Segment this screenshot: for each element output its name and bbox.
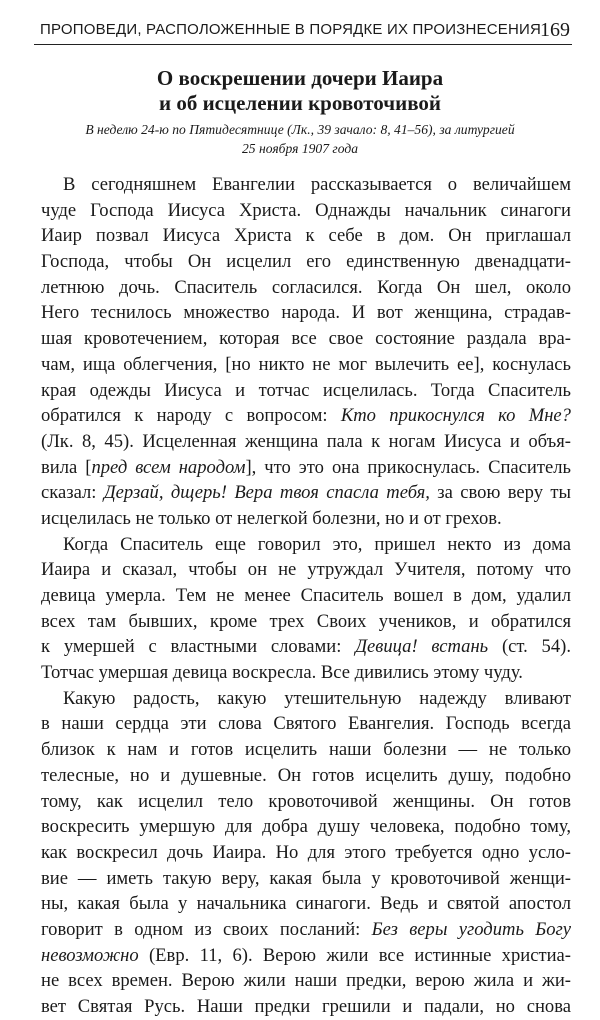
body-line (41, 789, 571, 815)
body-line (41, 609, 571, 635)
sermon-subtitle-line-1: В неделю 24-ю по Пятидесятнице (Лк., 39 зачало: 8, 41–56), за литургией (85, 122, 515, 137)
text-segment: исцелилась не только от нелегкой болезни, но и от грехов. (41, 507, 502, 529)
body-line (41, 532, 571, 558)
running-header (34, 20, 572, 45)
text-segment: за свою веру ты (429, 482, 571, 504)
body-line (41, 300, 571, 326)
running-title: ПРОПОВЕДИ, РАСПОЛОЖЕННЫЕ В ПОРЯДКЕ ИХ ПРОИЗНЕСЕНИЯ (40, 21, 542, 38)
italic-quote: невозможно (41, 944, 139, 966)
body-line (41, 352, 571, 378)
body-line (41, 737, 571, 763)
body-line (41, 403, 571, 429)
body-line (41, 583, 571, 609)
body-line (41, 506, 571, 532)
body-line (41, 917, 571, 943)
text-segment: Иаир позвал Иисуса Христа к себе в дом. Он приглашал (41, 225, 571, 247)
text-segment: (Лк. 8, 45). Исцеленная женщина пала к ногам Иисуса и объя- (41, 430, 571, 452)
text-segment: шая кровотечением, которая все свое состояние раздала вра- (41, 328, 571, 350)
text-segment: говорит в одном из своих посланий: (41, 918, 372, 940)
sermon-title-line-2: и об исцелении кровоточивой (158, 91, 441, 115)
text-segment: Него теснилось множество народа. И вот женщина, страдав- (41, 302, 571, 324)
body-line (41, 943, 571, 969)
body-line (41, 891, 571, 917)
text-segment: (ст. 54). (488, 636, 571, 658)
text-segment: воскресить умершую для добра душу человека, подобно тому, (41, 816, 571, 838)
text-segment: летнюю дочь. Спаситель согласился. Когда Он шел, около (41, 276, 571, 298)
text-segment: к умершей с властными словами: (41, 636, 356, 658)
body-line (41, 275, 571, 301)
body-line (41, 866, 571, 892)
text-segment: не всех времен. Верою жили наши предки, верою жила и жи- (41, 970, 571, 992)
italic-quote: пред всем народом (91, 456, 246, 478)
sermon-title-line-1: О воскрешении дочери Иаира (156, 66, 444, 90)
text-segment: (Евр. 11, 6). Верою жили все истинные христиа- (138, 944, 571, 966)
sermon-subtitle (30, 120, 570, 158)
text-segment: края одежды Иисуса и тотчас исцелилась. Тогда Спаситель (41, 379, 571, 401)
text-segment: чуде Господа Иисуса Христа. Однажды начальник синагоги (41, 199, 571, 221)
body-line (41, 814, 571, 840)
text-segment: как воскресил дочь Иаира. Но для этого требуется одно усло- (41, 841, 571, 863)
text-segment: всех там бывших, кроме трех Своих учеников, и обратился (41, 610, 571, 632)
text-segment: телесные, но и душевные. Он готов исцелить душу, подобно (41, 764, 571, 786)
text-segment: вила [ (41, 456, 92, 478)
italic-quote: Дерзай, дщерь! Вера твоя спасла тебя, (103, 482, 430, 504)
body-line (41, 634, 571, 660)
italic-quote: Кто прикоснулся ко Мне? (340, 405, 571, 427)
sermon-body (41, 172, 571, 1020)
sermon-subtitle-line-2: 25 ноября 1907 года (241, 141, 359, 156)
body-line (41, 198, 571, 224)
body-line (41, 557, 571, 583)
body-line (41, 660, 571, 686)
body-line (41, 994, 571, 1020)
text-segment: Иаира и сказал, чтобы он не утруждал Учителя, потому что (41, 559, 571, 581)
sermon-title (30, 66, 570, 116)
text-segment: Господа, чтобы Он исцелил его единственную двенадцати- (41, 251, 571, 273)
page-number: 169 (540, 19, 570, 41)
italic-quote: Без веры угодить Богу (371, 918, 571, 940)
body-line (41, 763, 571, 789)
text-segment: сказал: (41, 482, 104, 504)
body-line (41, 326, 571, 352)
text-segment: близок к нам и готов исцелить наши болезни — не только (41, 739, 571, 761)
text-segment: тому, как исцелил тело кровоточивой женщины. Он готов (41, 790, 571, 812)
text-segment: вие — иметь такую веру, какая была у кровоточивой женщи- (41, 867, 571, 889)
body-line (41, 172, 571, 198)
body-line (41, 223, 571, 249)
body-line (41, 711, 571, 737)
body-line (41, 378, 571, 404)
text-segment: ], что это она прикоснулась. Спаситель (245, 456, 572, 478)
body-line (41, 455, 571, 481)
text-segment: Какую радость, какую утешительную надежду вливают (63, 687, 571, 709)
text-segment: ны, какая была у начальника синагоги. Ведь и святой апостол (41, 893, 571, 915)
body-line (41, 249, 571, 275)
body-line (41, 429, 571, 455)
text-segment: Когда Спаситель еще говорил это, пришел некто из дома (63, 533, 571, 555)
text-segment: Тотчас умершая девица воскресла. Все дивились этому чуду. (41, 662, 523, 684)
text-segment: вет Святая Русь. Наши предки грешили и падали, но снова (41, 996, 571, 1017)
body-line (41, 840, 571, 866)
text-segment: чам, ища облегчения, [но никто не мог вылечить ее], коснулась (41, 353, 571, 375)
body-line (41, 968, 571, 994)
text-segment: в наши сердца эти слова Святого Евангелия. Господь всегда (41, 713, 571, 735)
text-segment: девица умерла. Тем не менее Спаситель вошел в дом, удалил (41, 585, 571, 606)
italic-quote: Девица! встань (355, 636, 489, 658)
text-segment: В сегодняшнем Евангелии рассказывается о величайшем (63, 174, 571, 195)
text-segment: обратился к народу с вопросом: (41, 405, 341, 427)
body-line (41, 686, 571, 712)
body-line (41, 480, 571, 506)
